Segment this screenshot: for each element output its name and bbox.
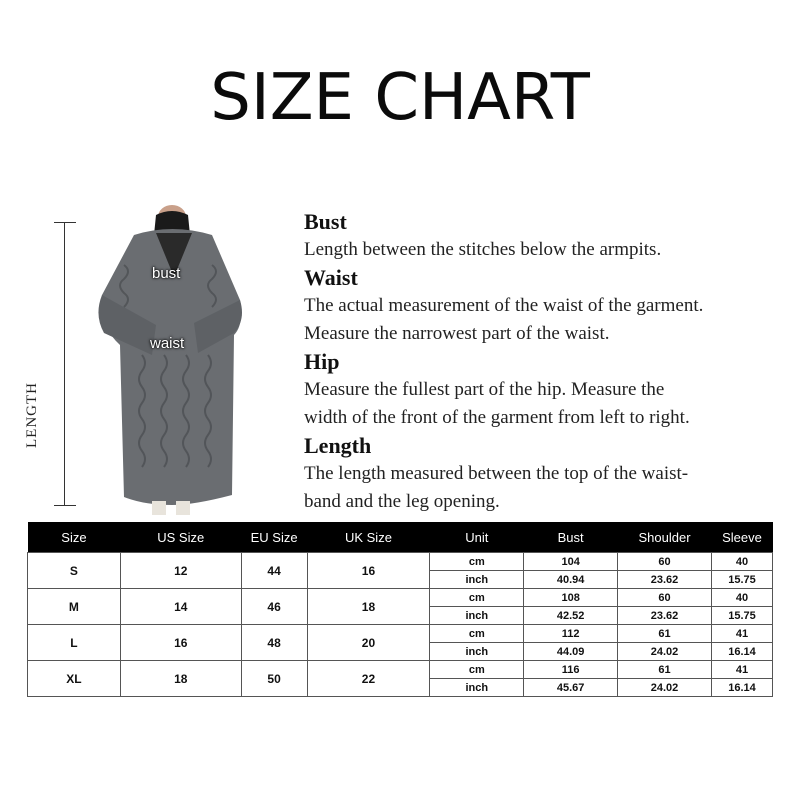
bust-cell: 45.67 (524, 679, 618, 697)
us-size-cell: 12 (120, 553, 241, 589)
waist-label: waist (150, 335, 185, 352)
shoulder-cell: 61 (618, 661, 712, 679)
size-cell: S (28, 553, 121, 589)
uk-size-cell: 20 (307, 625, 430, 661)
definition-hip (304, 348, 784, 432)
measurement-definitions (304, 208, 784, 516)
table-row (28, 589, 773, 607)
unit-cell: cm (430, 661, 524, 679)
definition-term: Bust (304, 209, 347, 234)
uk-size-cell: 22 (307, 661, 430, 697)
definition-bust (304, 208, 784, 264)
column-header: EU Size (241, 522, 307, 553)
sleeve-cell: 16.14 (711, 679, 772, 697)
definition-length (304, 432, 784, 516)
length-label: LENGTH (24, 382, 40, 448)
sleeve-cell: 40 (711, 589, 772, 607)
shoulder-cell: 23.62 (618, 571, 712, 589)
garment-figure (24, 205, 245, 520)
unit-cell: cm (430, 589, 524, 607)
uk-size-cell: 16 (307, 553, 430, 589)
size-cell: XL (28, 661, 121, 697)
shoulder-cell: 24.02 (618, 643, 712, 661)
eu-size-cell: 46 (241, 589, 307, 625)
unit-cell: inch (430, 571, 524, 589)
eu-size-cell: 50 (241, 661, 307, 697)
bust-cell: 116 (524, 661, 618, 679)
bust-cell: 40.94 (524, 571, 618, 589)
definition-term: Hip (304, 349, 340, 374)
bust-cell: 104 (524, 553, 618, 571)
unit-cell: inch (430, 679, 524, 697)
sleeve-cell: 15.75 (711, 571, 772, 589)
sleeve-cell: 15.75 (711, 607, 772, 625)
bust-cell: 112 (524, 625, 618, 643)
bust-cell: 44.09 (524, 643, 618, 661)
definition-text: width of the front of the garment from left to right. (304, 407, 690, 428)
column-header: Bust (524, 522, 618, 553)
table-header-row (28, 522, 773, 553)
page-title: SIZE CHART (210, 61, 590, 135)
eu-size-cell: 44 (241, 553, 307, 589)
sleeve-cell: 40 (711, 553, 772, 571)
eu-size-cell: 48 (241, 625, 307, 661)
definition-term: Waist (304, 265, 358, 290)
column-header: Sleeve (711, 522, 772, 553)
table-row (28, 661, 773, 679)
shoulder-cell: 61 (618, 625, 712, 643)
us-size-cell: 18 (120, 661, 241, 697)
definition-term: Length (304, 433, 372, 458)
sweater-illustration (94, 205, 244, 515)
sleeve-cell: 41 (711, 661, 772, 679)
us-size-cell: 16 (120, 625, 241, 661)
size-cell: M (28, 589, 121, 625)
unit-cell: inch (430, 643, 524, 661)
us-size-cell: 14 (120, 589, 241, 625)
shoulder-cell: 24.02 (618, 679, 712, 697)
length-top-cap (54, 222, 76, 223)
size-cell: L (28, 625, 121, 661)
definition-waist (304, 264, 784, 348)
definition-text: Measure the narrowest part of the waist. (304, 323, 610, 344)
uk-size-cell: 18 (307, 589, 430, 625)
shoulder-cell: 60 (618, 589, 712, 607)
shoulder-cell: 23.62 (618, 607, 712, 625)
sleeve-cell: 41 (711, 625, 772, 643)
unit-cell: inch (430, 607, 524, 625)
column-header: Shoulder (618, 522, 712, 553)
size-table (27, 522, 773, 697)
sleeve-cell: 16.14 (711, 643, 772, 661)
column-header: US Size (120, 522, 241, 553)
unit-cell: cm (430, 625, 524, 643)
length-measure-line (64, 222, 65, 506)
column-header: Unit (430, 522, 524, 553)
shoulder-cell: 60 (618, 553, 712, 571)
definition-text: Measure the fullest part of the hip. Measure the (304, 379, 665, 400)
definition-text: The length measured between the top of the waist- (304, 463, 689, 484)
bust-cell: 42.52 (524, 607, 618, 625)
bust-label: bust (152, 265, 181, 282)
definition-text: Length between the stitches below the armpits. (304, 239, 662, 260)
column-header: Size (28, 522, 121, 553)
table-row (28, 625, 773, 643)
definition-text: band and the leg opening. (304, 491, 500, 512)
length-bottom-cap (54, 505, 76, 506)
column-header: UK Size (307, 522, 430, 553)
definition-text: The actual measurement of the waist of the garment. (304, 295, 704, 316)
unit-cell: cm (430, 553, 524, 571)
table-row (28, 553, 773, 571)
bust-cell: 108 (524, 589, 618, 607)
